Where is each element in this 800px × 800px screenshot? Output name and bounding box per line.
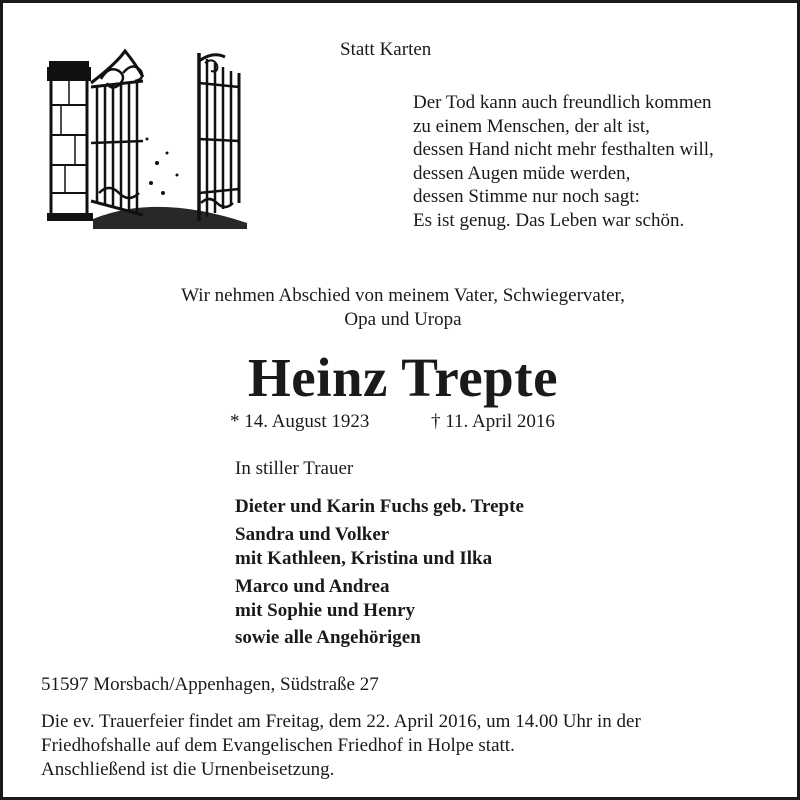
family-entry: mit Sophie und Henry — [235, 600, 416, 621]
family-address: 51597 Morsbach/Appenhagen, Südstraße 27 — [41, 674, 379, 695]
poem-line: dessen Stimme nur noch sagt: — [413, 186, 640, 207]
statt-karten-label: Statt Karten — [340, 39, 432, 60]
left-gate-wing — [91, 51, 143, 215]
family-entry: sowie alle Angehörigen — [235, 627, 421, 648]
family-entry: Dieter und Karin Fuchs geb. Trepte — [235, 496, 524, 517]
family-entry: mit Kathleen, Kristina und Ilka — [235, 548, 493, 569]
poem-line: Der Tod kann auch freundlich kommen — [413, 92, 712, 113]
right-gate-wing — [199, 53, 239, 221]
intro-line: Wir nehmen Abschied von meinem Vater, Schwiegervater, — [181, 285, 625, 306]
notice-line: Friedhofshalle auf dem Evangelischen Friedhof in Holpe statt. — [41, 735, 515, 756]
stone-pillar — [47, 61, 93, 221]
poem-line: Es ist genug. Das Leben war schön. — [413, 209, 685, 231]
death-date: † 11. April 2016 — [431, 411, 555, 432]
poem — [413, 91, 714, 232]
poem-line: dessen Augen müde werden, — [413, 162, 631, 184]
intro-line: Opa und Uropa — [344, 308, 462, 330]
poem-line: zu einem Menschen, der alt ist, — [413, 115, 650, 137]
notice-line: Die ev. Trauerfeier findet am Freitag, dem 22. April 2016, um 14.00 Uhr in der — [41, 711, 641, 732]
mourning-heading: In stiller Trauer — [235, 458, 354, 479]
farewell-intro — [3, 284, 800, 331]
funeral-notice — [41, 710, 781, 782]
poem-line: dessen Hand nicht mehr festhalten will, — [413, 139, 714, 160]
birth-date: * 14. August 1923 — [230, 411, 370, 432]
notice-line: Anschließend ist die Urnenbeisetzung. — [41, 759, 335, 780]
family-entry: Sandra und Volker — [235, 524, 390, 545]
deceased-name: Heinz Trepte — [248, 347, 558, 408]
family-entry: Marco und Andrea — [235, 576, 390, 597]
open-gate-illustration — [47, 43, 247, 229]
